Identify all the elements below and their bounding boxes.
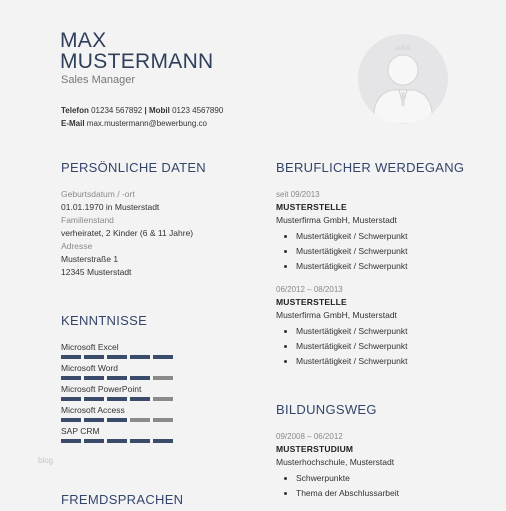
task-item: • Mustertätigkeit / Schwerpunkt (296, 244, 486, 259)
skill-level-segment (153, 418, 173, 422)
skill-level-segment (130, 397, 150, 401)
job-title: Sales Manager (61, 74, 135, 86)
email-label: E-Mail (61, 119, 85, 128)
skill-item (61, 341, 173, 359)
skill-item (61, 362, 173, 380)
watermark: blog (38, 456, 54, 465)
education-entry (276, 431, 486, 501)
skill-level-bars (61, 376, 173, 380)
entry-role: MUSTERSTELLE (276, 202, 347, 212)
education-section-title: BILDUNGSWEG (276, 402, 377, 417)
entry-role: MUSTERSTELLE (276, 297, 347, 307)
skill-item (61, 404, 173, 422)
task-list (276, 471, 486, 501)
birth-label: Geburtsdatum / -ort (61, 189, 135, 199)
skills-list (61, 341, 173, 446)
skill-level-segment (84, 439, 104, 443)
skills-section-title: KENNTNISSE (61, 313, 148, 328)
mobile-value: 0123 4567890 (172, 106, 224, 115)
family-value: verheiratet, 2 Kinder (6 & 11 Jahre) (61, 228, 194, 238)
skill-level-segment (153, 397, 173, 401)
phone-value: 01234 567892 (91, 106, 143, 115)
task-item: • Thema der Abschlussarbeit (296, 486, 486, 501)
entry-company: Musterfirma GmbH, Musterstadt (276, 215, 397, 225)
skill-name: Microsoft PowerPoint (61, 384, 142, 394)
entry-date: seit 09/2013 (276, 190, 320, 199)
birth-value: 01.01.1970 in Musterstadt (61, 202, 160, 212)
skill-level-segment (107, 376, 127, 380)
career-entry (276, 189, 486, 274)
skill-level-segment (153, 439, 173, 443)
skill-name: Microsoft Word (61, 363, 118, 373)
skill-level-segment (84, 355, 104, 359)
skill-level-bars (61, 418, 173, 422)
entry-company: Musterhochschule, Musterstadt (276, 457, 395, 467)
task-list (276, 324, 486, 369)
skill-level-segment (130, 376, 150, 380)
career-section-title: BERUFLICHER WERDEGANG (276, 160, 465, 175)
person-placeholder-icon (358, 34, 448, 124)
task-item: • Mustertätigkeit / Schwerpunkt (296, 339, 486, 354)
skill-level-segment (84, 376, 104, 380)
email-value: max.mustermann@bewerbung.co (86, 119, 207, 128)
skill-level-segment (153, 355, 173, 359)
task-item: • Mustertätigkeit / Schwerpunkt (296, 229, 486, 244)
name-block (60, 30, 214, 72)
skill-level-segment (84, 397, 104, 401)
skill-level-segment (107, 418, 127, 422)
task-item: • Mustertätigkeit / Schwerpunkt (296, 354, 486, 369)
avatar (358, 34, 448, 124)
skill-level-segment (130, 439, 150, 443)
personal-data (61, 188, 193, 279)
address-label: Adresse (61, 241, 93, 251)
skill-level-segment (130, 418, 150, 422)
skill-level-segment (130, 355, 150, 359)
skill-level-segment (61, 355, 81, 359)
skill-item (61, 383, 173, 401)
education-list (276, 431, 486, 511)
skill-level-bars (61, 397, 173, 401)
skill-level-bars (61, 355, 173, 359)
entry-role: MUSTERSTUDIUM (276, 444, 354, 454)
contact-info (61, 104, 223, 130)
phone-label: Telefon (61, 106, 89, 115)
career-entry (276, 284, 486, 369)
task-item: • Schwerpunkte (296, 471, 486, 486)
task-list (276, 229, 486, 274)
languages-section-title: FREMDSPRACHEN (61, 492, 184, 507)
skill-level-bars (61, 439, 173, 443)
entry-date: 09/2008 – 06/2012 (276, 432, 343, 441)
skill-level-segment (107, 397, 127, 401)
family-label: Familienstand (61, 215, 114, 225)
skill-level-segment (84, 418, 104, 422)
skill-level-segment (61, 439, 81, 443)
email-line (61, 117, 223, 130)
skill-level-segment (61, 376, 81, 380)
personal-section-title: PERSÖNLICHE DATEN (61, 160, 206, 175)
last-name: MUSTERMANN (60, 50, 214, 73)
mobile-label: Mobil (148, 106, 170, 115)
entry-date: 06/2012 – 08/2013 (276, 285, 343, 294)
address-street: Musterstraße 1 (61, 254, 119, 264)
entry-company: Musterfirma GmbH, Musterstadt (276, 310, 397, 320)
skill-item (61, 425, 173, 443)
first-name: MAX (60, 29, 107, 52)
skill-level-segment (153, 376, 173, 380)
address-city: 12345 Musterstadt (61, 267, 132, 277)
phone-line (61, 104, 223, 117)
skill-level-segment (61, 397, 81, 401)
skill-name: Microsoft Excel (61, 342, 119, 352)
skill-name: SAP CRM (61, 426, 100, 436)
career-list (276, 189, 486, 379)
skill-level-segment (107, 355, 127, 359)
skill-name: Microsoft Access (61, 405, 125, 415)
contact-separator: | (144, 106, 147, 115)
task-item: • Mustertätigkeit / Schwerpunkt (296, 259, 486, 274)
skill-level-segment (107, 439, 127, 443)
task-item: • Mustertätigkeit / Schwerpunkt (296, 324, 486, 339)
skill-level-segment (61, 418, 81, 422)
